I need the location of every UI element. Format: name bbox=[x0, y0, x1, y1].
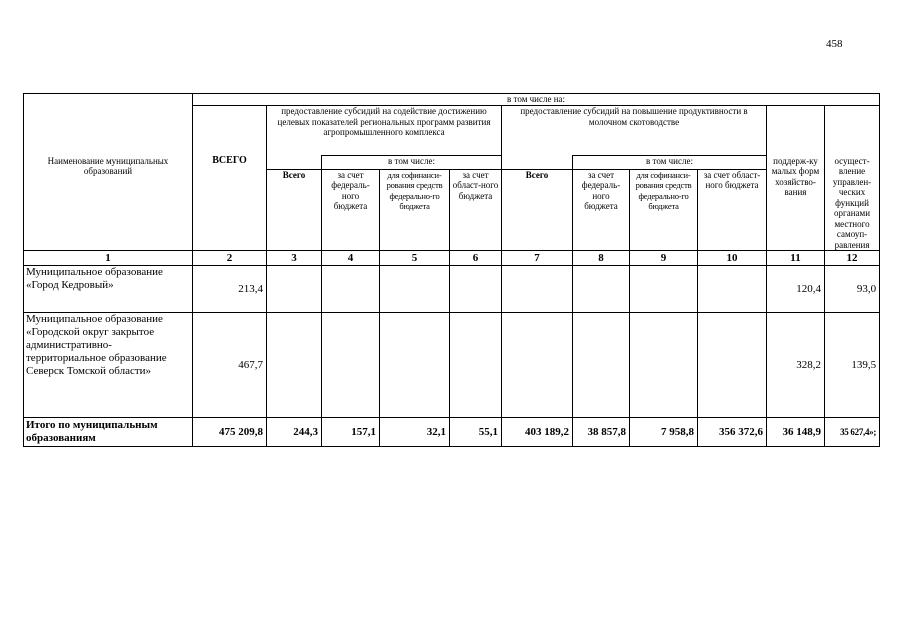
header-col11-spacer bbox=[767, 106, 825, 156]
cell bbox=[573, 266, 630, 313]
cell bbox=[322, 313, 380, 418]
total-cell: 157,1 bbox=[322, 418, 380, 447]
header-dairy-blank bbox=[502, 156, 573, 170]
row-name: Муниципальное образование «Город Кедровый» bbox=[24, 266, 193, 313]
cell bbox=[380, 266, 450, 313]
total-cell: 356 372,6 bbox=[698, 418, 767, 447]
col-number-12: 12 bbox=[825, 251, 880, 266]
header-agro-including: в том числе: bbox=[322, 156, 502, 170]
cell bbox=[698, 313, 767, 418]
total-cell: 38 857,8 bbox=[573, 418, 630, 447]
header-management-functions: осущест-вление управлен-ческих функций органами местного самоуп-равления bbox=[825, 156, 880, 251]
total-cell: 475 209,8 bbox=[193, 418, 267, 447]
header-dairy-including: в том числе: bbox=[573, 156, 767, 170]
cell-management: 93,0 bbox=[825, 266, 880, 313]
header-including: в том числе на: bbox=[193, 94, 880, 106]
header-group-dairy: предоставление субсидий на повышение продуктивности в молочном скотоводстве bbox=[502, 106, 767, 156]
cell-small-farms: 328,2 bbox=[767, 313, 825, 418]
cell bbox=[450, 266, 502, 313]
header-agro-federal: за счет федераль-ного бюджета bbox=[322, 169, 380, 250]
col-number-1: 1 bbox=[24, 251, 193, 266]
col-number-9: 9 bbox=[630, 251, 698, 266]
total-cell: 35 627,4»; bbox=[825, 418, 880, 447]
col-number-2: 2 bbox=[193, 251, 267, 266]
header-agro-blank bbox=[267, 156, 322, 170]
cell bbox=[322, 266, 380, 313]
subsidy-distribution-table bbox=[23, 93, 880, 447]
total-cell: 403 189,2 bbox=[502, 418, 573, 447]
header-name-spacer bbox=[24, 106, 193, 156]
header-name: Наименование муниципальных образований bbox=[24, 156, 193, 251]
header-agro-regional: за счет област-ного бюджета bbox=[450, 169, 502, 250]
cell bbox=[267, 266, 322, 313]
header-blank-corner bbox=[24, 94, 193, 106]
cell bbox=[267, 313, 322, 418]
total-row bbox=[24, 418, 880, 447]
table-row bbox=[24, 266, 880, 313]
col-number-8: 8 bbox=[573, 251, 630, 266]
header-dairy-federal: за счет федераль-ного бюджета bbox=[573, 169, 630, 250]
col-number-5: 5 bbox=[380, 251, 450, 266]
col-number-10: 10 bbox=[698, 251, 767, 266]
cell bbox=[630, 313, 698, 418]
header-col12 bbox=[825, 106, 880, 156]
header-total: ВСЕГО bbox=[193, 156, 267, 251]
col-number-11: 11 bbox=[767, 251, 825, 266]
cell bbox=[502, 266, 573, 313]
cell-small-farms: 120,4 bbox=[767, 266, 825, 313]
col-number-4: 4 bbox=[322, 251, 380, 266]
cell-total: 467,7 bbox=[193, 313, 267, 418]
cell-total: 213,4 bbox=[193, 266, 267, 313]
header-dairy-regional: за счет област-ного бюджета bbox=[698, 169, 767, 250]
col-number-6: 6 bbox=[450, 251, 502, 266]
header-dairy-cofinance: для софинанси-рования средств федерально-го бюджета bbox=[630, 169, 698, 250]
cell bbox=[502, 313, 573, 418]
total-cell: 55,1 bbox=[450, 418, 502, 447]
cell bbox=[450, 313, 502, 418]
header-total-spacer bbox=[193, 106, 267, 156]
page-number: 458 bbox=[826, 38, 843, 50]
table-row bbox=[24, 313, 880, 418]
col-number-3: 3 bbox=[267, 251, 322, 266]
header-agro-total: Всего bbox=[267, 169, 322, 250]
cell bbox=[698, 266, 767, 313]
header-small-farms: поддерж-ку малых форм хозяйство-вания bbox=[767, 156, 825, 251]
cell bbox=[380, 313, 450, 418]
total-row-name: Итого по муниципальным образованиям bbox=[24, 418, 193, 447]
total-cell: 7 958,8 bbox=[630, 418, 698, 447]
header-dairy-total: Всего bbox=[502, 169, 573, 250]
total-cell: 32,1 bbox=[380, 418, 450, 447]
cell-management: 139,5 bbox=[825, 313, 880, 418]
header-group-agro: предоставление субсидий на содействие достижению целевых показателей региональных программ развития агропромышленного комплекса bbox=[267, 106, 502, 156]
col-number-7: 7 bbox=[502, 251, 573, 266]
cell bbox=[630, 266, 698, 313]
total-cell: 36 148,9 bbox=[767, 418, 825, 447]
cell bbox=[573, 313, 630, 418]
total-cell: 244,3 bbox=[267, 418, 322, 447]
header-agro-cofinance: для софинанси-рования средств федерально-го бюджета bbox=[380, 169, 450, 250]
row-name: Муниципальное образование «Городской округ закрытое административно-территориальное образование Северск Томской области» bbox=[24, 313, 193, 418]
